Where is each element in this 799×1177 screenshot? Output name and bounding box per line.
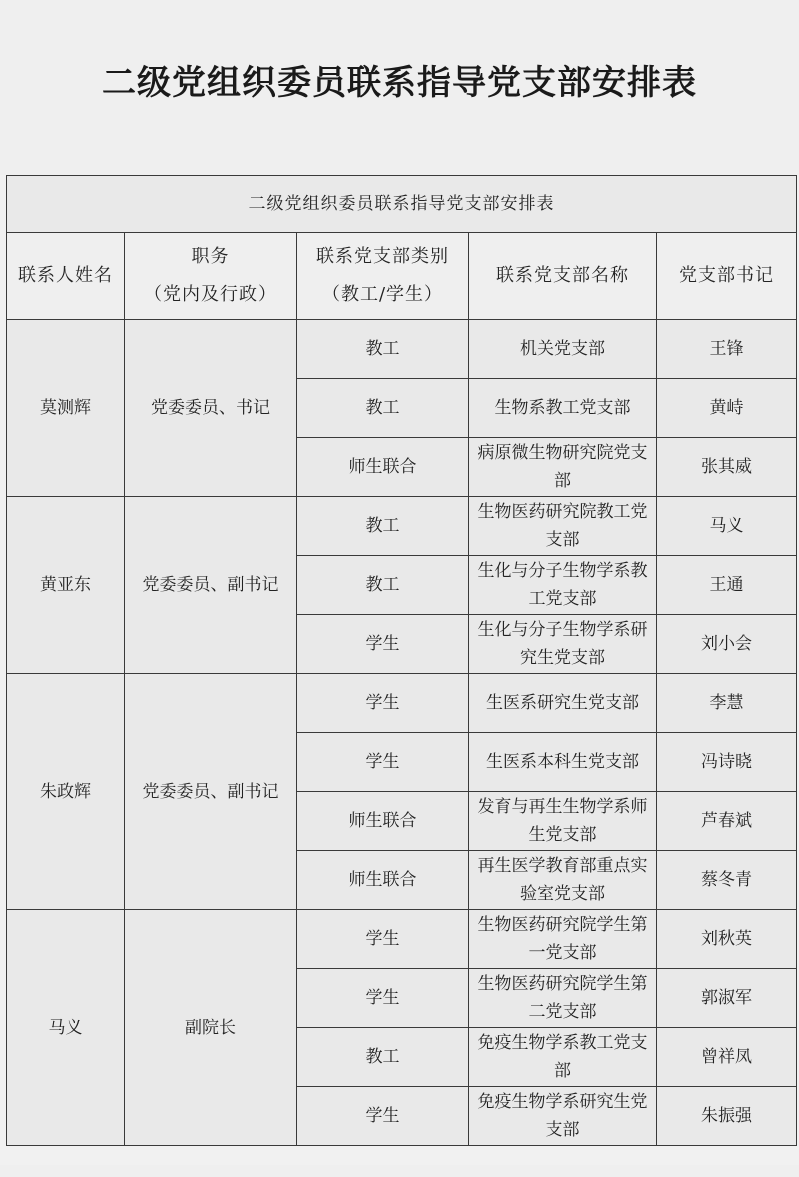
category-cell: 师生联合 [297, 851, 469, 910]
secretary-cell: 冯诗晓 [657, 733, 797, 792]
branch-cell: 病原微生物研究院党支部 [469, 438, 657, 497]
header-position [125, 233, 297, 320]
branch-cell: 生物医药研究院学生第二党支部 [469, 969, 657, 1028]
branch-cell: 免疫生物学系研究生党支部 [469, 1087, 657, 1146]
contact-role-cell: 党委委员、副书记 [125, 497, 297, 674]
category-cell: 学生 [297, 910, 469, 969]
branch-cell: 再生医学教育部重点实验室党支部 [469, 851, 657, 910]
header-category [297, 233, 469, 320]
contact-name-cell: 黄亚东 [7, 497, 125, 674]
branch-cell: 机关党支部 [469, 320, 657, 379]
category-cell: 教工 [297, 1028, 469, 1087]
header-category-line1: 联系党支部类别 [316, 246, 449, 267]
category-cell: 学生 [297, 1087, 469, 1146]
header-position-line2: （党内及行政） [144, 284, 277, 305]
header-secretary: 党支部书记 [657, 233, 797, 320]
branch-cell: 生物医药研究院教工党支部 [469, 497, 657, 556]
category-cell: 学生 [297, 615, 469, 674]
arrangement-table [6, 175, 797, 1146]
header-category-line2: （教工/学生） [321, 284, 444, 305]
table-caption-row [7, 176, 797, 233]
secretary-cell: 芦春斌 [657, 792, 797, 851]
secretary-cell: 黄峙 [657, 379, 797, 438]
branch-cell: 生物系教工党支部 [469, 379, 657, 438]
branch-cell: 生化与分子生物学系研究生党支部 [469, 615, 657, 674]
table-header-row [7, 233, 797, 320]
branch-cell: 免疫生物学系教工党支部 [469, 1028, 657, 1087]
secretary-cell: 马义 [657, 497, 797, 556]
category-cell: 教工 [297, 379, 469, 438]
branch-cell: 发育与再生生物学系师生党支部 [469, 792, 657, 851]
contact-name-cell: 马义 [7, 910, 125, 1146]
category-cell: 教工 [297, 497, 469, 556]
secretary-cell: 朱振强 [657, 1087, 797, 1146]
secretary-cell: 张其威 [657, 438, 797, 497]
branch-cell: 生物医药研究院学生第一党支部 [469, 910, 657, 969]
header-name: 联系人姓名 [7, 233, 125, 320]
table-row [7, 497, 797, 556]
page-title: 二级党组织委员联系指导党支部安排表 [102, 63, 697, 103]
table-row [7, 910, 797, 969]
branch-cell: 生化与分子生物学系教工党支部 [469, 556, 657, 615]
category-cell: 学生 [297, 674, 469, 733]
header-branch: 联系党支部名称 [469, 233, 657, 320]
header-position-line1: 职务 [191, 246, 230, 267]
secretary-cell: 王锋 [657, 320, 797, 379]
category-cell: 师生联合 [297, 792, 469, 851]
category-cell: 教工 [297, 556, 469, 615]
contact-role-cell: 党委委员、书记 [125, 320, 297, 497]
branch-cell: 生医系本科生党支部 [469, 733, 657, 792]
category-cell: 学生 [297, 733, 469, 792]
contact-name-cell: 莫测辉 [7, 320, 125, 497]
contact-name-cell: 朱政辉 [7, 674, 125, 910]
table-row [7, 320, 797, 379]
table-caption: 二级党组织委员联系指导党支部安排表 [7, 176, 797, 233]
secretary-cell: 刘小会 [657, 615, 797, 674]
secretary-cell: 王通 [657, 556, 797, 615]
secretary-cell: 曾祥凤 [657, 1028, 797, 1087]
category-cell: 教工 [297, 320, 469, 379]
category-cell: 学生 [297, 969, 469, 1028]
secretary-cell: 刘秋英 [657, 910, 797, 969]
branch-cell: 生医系研究生党支部 [469, 674, 657, 733]
secretary-cell: 蔡冬青 [657, 851, 797, 910]
contact-role-cell: 副院长 [125, 910, 297, 1146]
table-row [7, 674, 797, 733]
secretary-cell: 郭淑军 [657, 969, 797, 1028]
contact-role-cell: 党委委员、副书记 [125, 674, 297, 910]
secretary-cell: 李慧 [657, 674, 797, 733]
category-cell: 师生联合 [297, 438, 469, 497]
